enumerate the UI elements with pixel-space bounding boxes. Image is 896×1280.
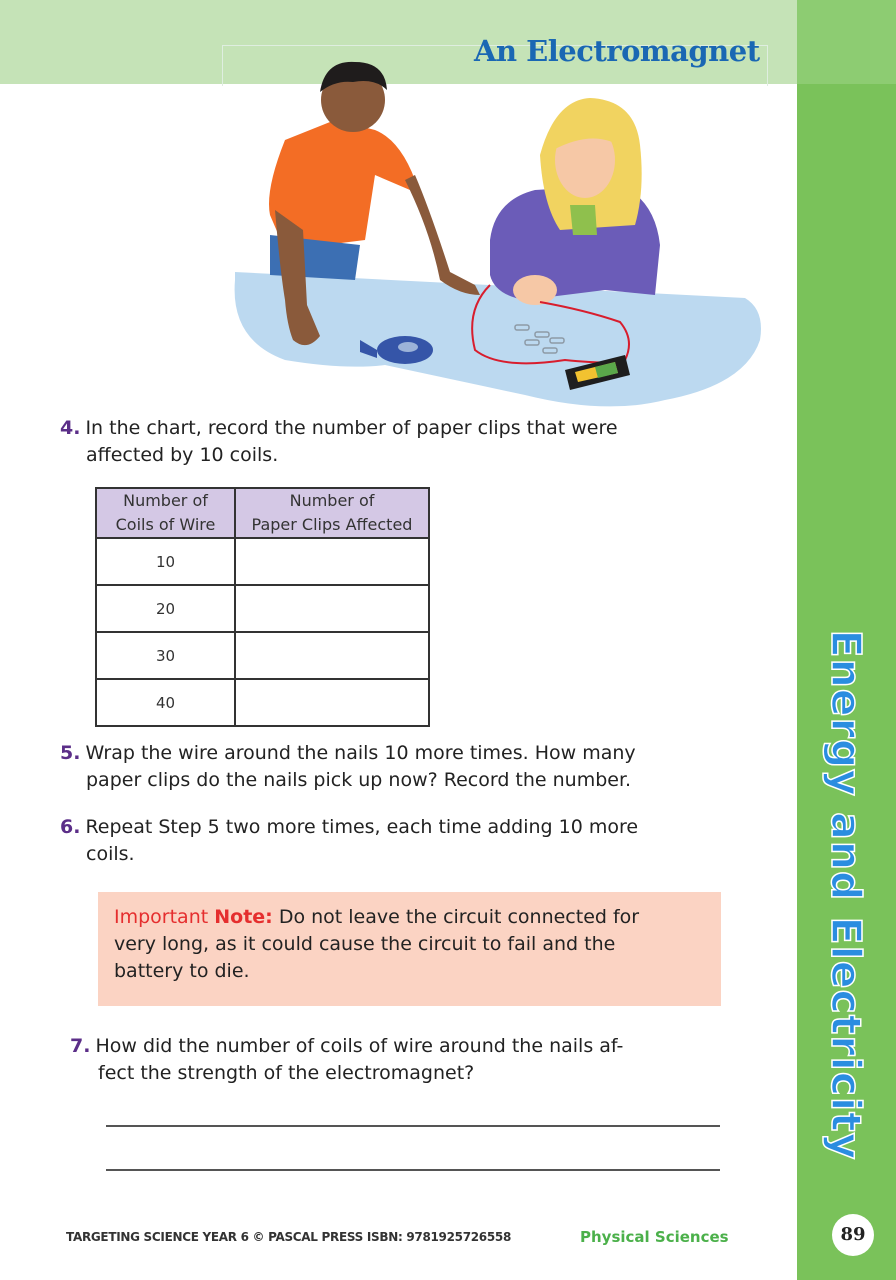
table-row [96,538,429,585]
table-cell-coils: 30 [96,632,235,679]
sidebar-section-title: Energy and Electricity [822,629,870,1161]
note-text: Do not leave the circuit connected for [278,906,640,928]
step-text: affected by 10 coils. [86,444,279,466]
step-text: coils. [86,843,135,865]
illustration-children-experiment [225,40,765,415]
step-number: 7. [70,1035,91,1057]
table-header-paper-clips: Number of Paper Clips Affected [235,488,429,538]
step-5 [60,740,636,794]
step-number: 5. [60,742,81,764]
table-header-row [96,488,429,538]
step-text: paper clips do the nails pick up now? Record the number. [86,769,632,791]
note-label: Note: [214,906,273,928]
table-cell-clips[interactable] [235,538,429,585]
step-text: In the chart, record the number of paper clips that were [85,417,618,439]
important-note-box [98,892,721,1006]
table-cell-coils: 10 [96,538,235,585]
step-text: How did the number of coils of wire around the nails af- [95,1035,624,1057]
answer-line[interactable] [106,1169,720,1171]
sidebar-top [797,0,896,84]
answer-line[interactable] [106,1125,720,1127]
step-7 [70,1033,623,1087]
table-cell-clips[interactable] [235,585,429,632]
table-cell-coils: 20 [96,585,235,632]
table-cell-coils: 40 [96,679,235,726]
table-row [96,679,429,726]
step-text: fect the strength of the electromagnet? [98,1062,475,1084]
step-number: 6. [60,816,81,838]
note-text: battery to die. [114,960,250,982]
step-number: 4. [60,417,81,439]
step-text: Repeat Step 5 two more times, each time adding 10 more [85,816,639,838]
step-6 [60,814,638,868]
page-title: An Electromagnet [474,34,760,68]
table-cell-clips[interactable] [235,679,429,726]
footer-credit: TARGETING SCIENCE YEAR 6 © PASCAL PRESS ISBN: 9781925726558 [66,1230,511,1244]
step-4 [60,415,618,469]
footer-section: Physical Sciences [580,1228,729,1246]
table-header-coils: Number of Coils of Wire [96,488,235,538]
step-text: Wrap the wire around the nails 10 more times. How many [85,742,636,764]
note-important: Important [114,906,209,928]
table-row [96,632,429,679]
page-number: 89 [832,1214,874,1256]
coils-chart-table [95,487,430,727]
table-row [96,585,429,632]
note-text: very long, as it could cause the circuit to fail and the [114,933,616,955]
table-cell-clips[interactable] [235,632,429,679]
